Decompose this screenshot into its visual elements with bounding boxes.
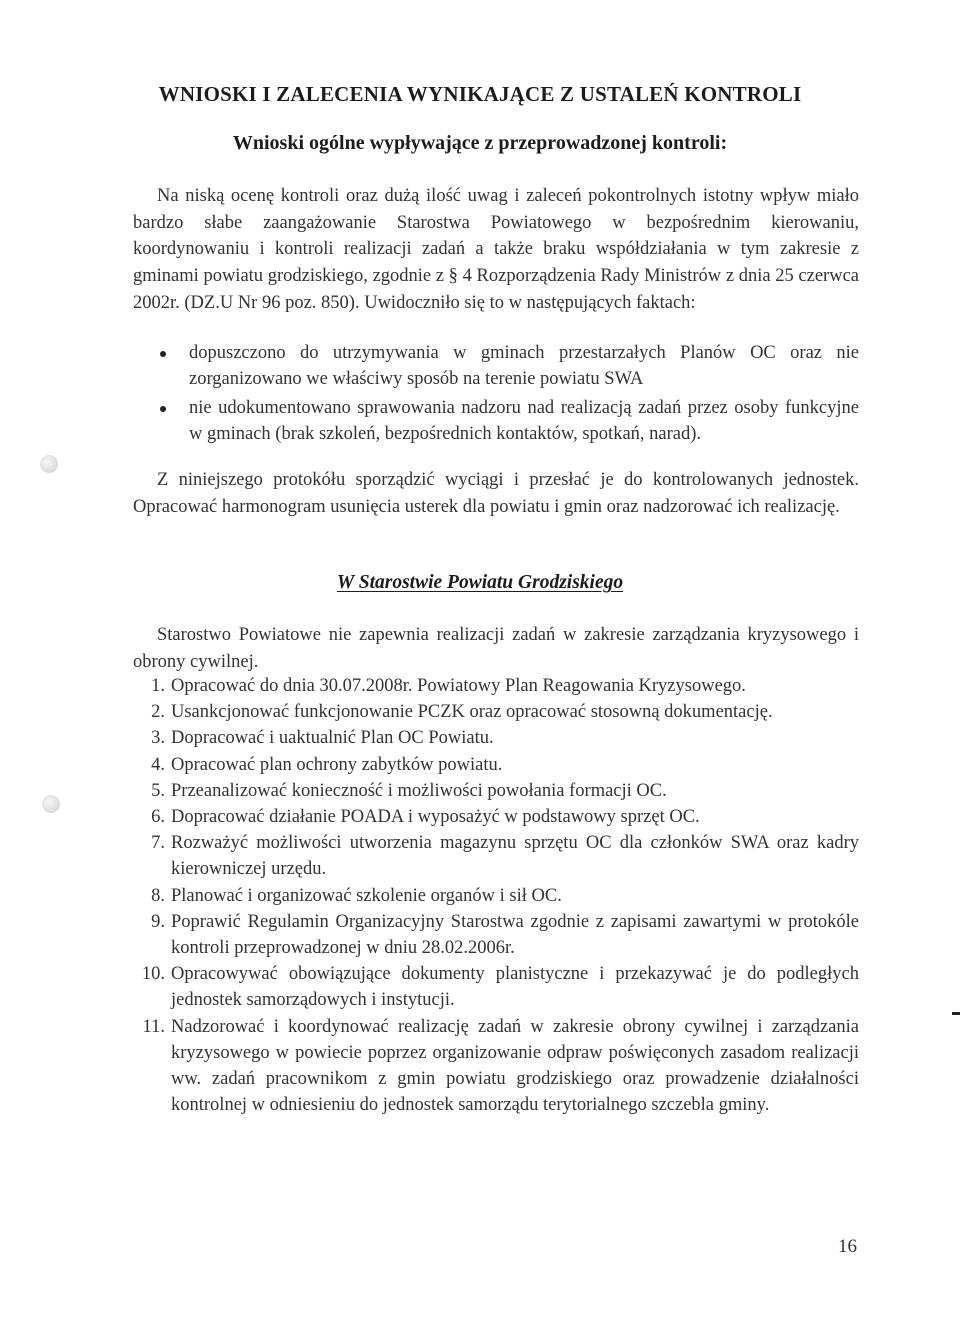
bullet-icon — [160, 351, 166, 357]
item-number: 9. — [151, 911, 165, 932]
list-item — [133, 752, 859, 778]
list-item — [133, 778, 859, 804]
list-item — [133, 673, 859, 699]
page-number: 16 — [838, 1236, 857, 1257]
section-title — [0, 572, 960, 594]
findings-list — [133, 340, 859, 449]
list-item — [133, 909, 859, 961]
list-item — [133, 961, 859, 1013]
section-title-text: W Starostwie Powiatu Grodziskiego — [336, 572, 624, 593]
bullet-text: nie udokumentowano sprawowania nadzoru nad realizacją zadań przez osoby funkcyjne w gminach (brak szkoleń, bezpośrednich kontaktów, spotkań, narad). — [189, 397, 859, 444]
list-item — [133, 830, 859, 882]
item-number: 7. — [151, 833, 165, 854]
item-text: Opracowywać obowiązujące dokumenty planistyczne i przekazywać je do podległych jednostek samorządowych i instytucji. — [171, 964, 859, 1011]
bullet-text: dopuszczono do utrzymywania w gminach przestarzałych Planów OC oraz nie zorganizowano we właściwy sposób na terenie powiatu SWA — [189, 343, 859, 390]
list-item — [133, 725, 859, 751]
item-number: 5. — [151, 780, 165, 801]
item-number: 8. — [151, 885, 165, 906]
item-number: 1. — [151, 676, 165, 696]
item-text: Przeanalizować konieczność i możliwości powołania formacji OC. — [171, 780, 667, 801]
list-item — [133, 395, 859, 448]
item-number: 10. — [141, 964, 165, 985]
item-number: 3. — [151, 728, 165, 749]
item-text: Dopracować i uaktualnić Plan OC Powiatu. — [171, 728, 494, 749]
item-text: Nadzorować i koordynować realizację zadań w zakresie obrony cywilnej i zarządzania kryzysowego w powiecie poprzez organizowanie odpraw poświęconych zasadom realizacji ww. zadań pracownikom z gmin powiatu grodziskiego oraz prowadzenie działalności kontrolnej w odniesieniu do jednostek samorządu terytorialnego szczebla gminy. — [171, 1016, 859, 1116]
item-text: Rozważyć możliwości utworzenia magazynu sprzętu OC dla członków SWA oraz kadry kierowniczej urzędu. — [171, 833, 859, 880]
list-item — [133, 340, 859, 393]
item-text: Usankcjonować funkcjonowanie PCZK oraz opracować stosowną dokumentację. — [171, 702, 773, 723]
bullet-icon — [160, 406, 166, 412]
punch-hole-icon — [40, 455, 58, 473]
section-intro-paragraph: Starostwo Powiatowe nie zapewnia realizacji zadań w zakresie zarządzania kryzysowego i obrony cywilnej. — [133, 625, 859, 672]
list-item — [133, 699, 859, 725]
list-item — [133, 1014, 859, 1119]
item-text: Planować i organizować szkolenie organów i sił OC. — [171, 885, 562, 906]
list-item — [133, 883, 859, 909]
item-text: Opracować plan ochrony zabytków powiatu. — [171, 754, 503, 775]
punch-hole-icon — [42, 795, 60, 813]
document-subheading: Wnioski ogólne wypływające z przeprowadzonej kontroli: — [232, 132, 728, 154]
list-item — [133, 804, 859, 830]
item-number: 11. — [142, 1016, 165, 1037]
scan-edge-mark — [952, 1012, 960, 1015]
intro-paragraph: Na niską ocenę kontroli oraz dużą ilość uwag i zaleceń pokontrolnych istotny wpływ miało bardzo słabe zaangażowanie Starostwa Powiatowego w bezpośrednim kierowaniu, koordynowaniu i kontroli realizacji zadań a także braku współdziałania w tym zakresie z gminami powiatu grodziskiego, zgodnie z § 4 Rozporządzenia Rady Ministrów z dnia 25 czerwca 2002r. (DZ.U Nr 96 poz. 850). Uwidoczniło się to w następujących faktach: — [133, 186, 859, 313]
document-heading: WNIOSKI I ZALECENIA WYNIKAJĄCE Z USTALEŃ KONTROLI — [158, 82, 802, 106]
item-number: 2. — [151, 702, 165, 723]
item-number: 4. — [151, 754, 165, 775]
item-text: Opracować do dnia 30.07.2008r. Powiatowy Plan Reagowania Kryzysowego. — [171, 676, 746, 696]
recommendations-list — [133, 673, 859, 1118]
item-number: 6. — [151, 807, 165, 828]
closing-paragraph: Z niniejszego protokółu sporządzić wyciągi i przesłać je do kontrolowanych jednostek. Opracować harmonogram usunięcia usterek dla powiatu i gmin oraz nadzorować ich realizację. — [133, 470, 859, 517]
item-text: Dopracować działanie POADA i wyposażyć w podstawowy sprzęt OC. — [171, 807, 700, 828]
item-text: Poprawić Regulamin Organizacyjny Starostwa zgodnie z zapisami zawartymi w protokóle kontroli przeprowadzonej w dniu 28.02.2006r. — [171, 911, 859, 959]
